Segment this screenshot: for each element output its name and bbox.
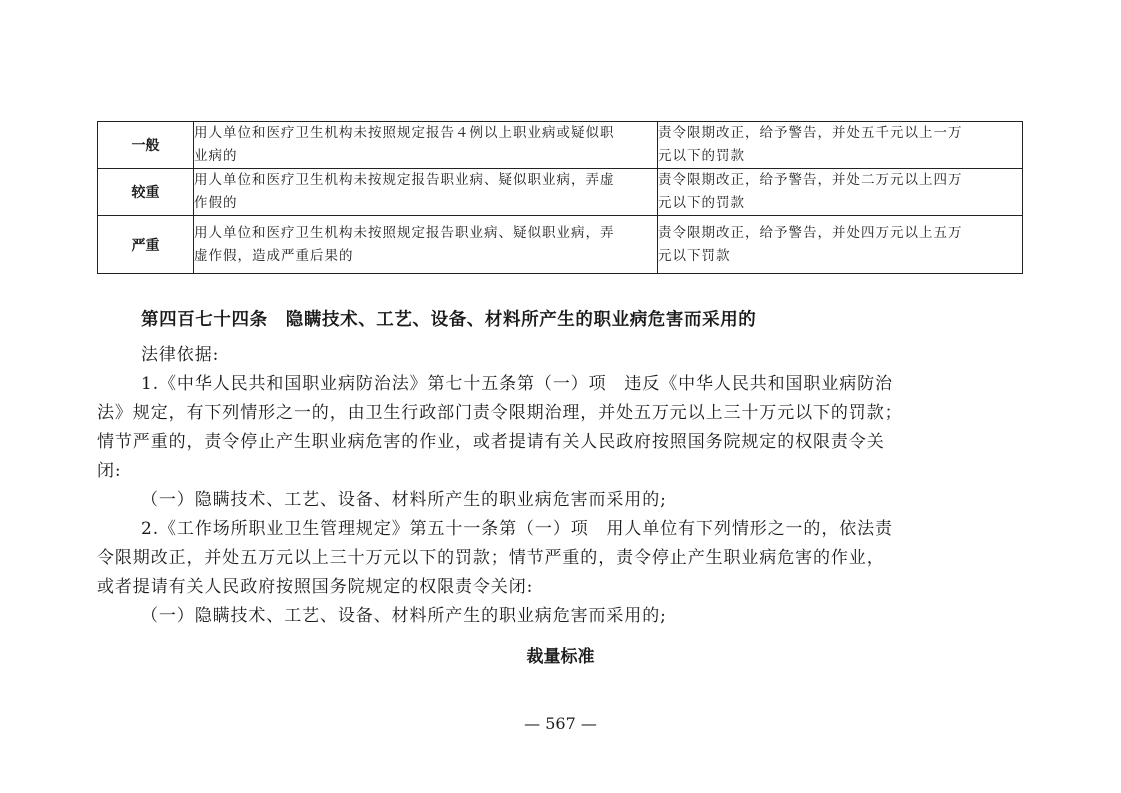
violation-condition [194,169,658,216]
penalty-line: 元以下罚款 [658,247,731,264]
penalty-standard [658,216,1023,274]
table-row [98,169,1023,216]
basis-paragraph-line: 1.《中华人民共和国职业病防治法》第七十五条第（一）项 违反《中华人民共和国职业病防治 [141,374,893,394]
condition-line: 用人单位和医疗卫生机构未按照规定报告职业病、疑似职业病，弄 [194,224,615,241]
standard-heading: 裁量标准 [526,647,595,667]
penalty-line: 元以下的罚款 [658,195,745,211]
basis-paragraph-line: 令限期改正，并处五万元以上三十万元以下的罚款；情节严重的，责令停止产生职业病危害的作业， [97,548,885,568]
basis-paragraph-line: 情节严重的，责令停止产生职业病危害的作业，或者提请有关人民政府按照国务院规定的权限责令关 [97,432,885,452]
condition-line: 用人单位和医疗卫生机构未按规定报告职业病、疑似职业病，弄虚 [194,172,615,188]
condition-line: 虚作假，造成严重后果的 [194,247,354,264]
condition-line: 用人单位和医疗卫生机构未按照规定报告４例以上职业病或疑似职 [194,125,615,141]
page-number: — 567 — [524,714,597,733]
penalty-table [97,121,1023,274]
table-row [98,122,1023,169]
penalty-standard [658,169,1023,216]
severity-level: 严重 [98,216,194,274]
table-row [98,216,1023,274]
article-title: 第四百七十四条 隐瞒技术、工艺、设备、材料所产生的职业病危害而采用的 [141,310,757,330]
severity-level: 一般 [98,122,194,169]
penalty-line: 责令限期改正，给予警告，并处五千元以上一万 [658,125,963,141]
penalty-line: 责令限期改正，给予警告，并处四万元以上五万 [658,224,963,241]
condition-line: 业病的 [194,148,238,164]
violation-condition [194,216,658,274]
penalty-line: 元以下的罚款 [658,148,745,164]
violation-condition [194,122,658,169]
basis-paragraph-line: 闭: [97,461,122,481]
basis-item: （一）隐瞒技术、工艺、设备、材料所产生的职业病危害而采用的; [141,606,667,626]
legal-basis-label: 法律依据: [141,345,220,365]
basis-paragraph-line: 或者提请有关人民政府按照国务院规定的权限责令关闭: [97,577,534,597]
penalty-standard [658,122,1023,169]
severity-level: 较重 [98,169,194,216]
basis-item: （一）隐瞒技术、工艺、设备、材料所产生的职业病危害而采用的; [141,490,667,510]
basis-paragraph-line: 法》规定，有下列情形之一的，由卫生行政部门责令限期治理，并处五万元以上三十万元以下的罚款； [97,403,903,423]
basis-paragraph-line: 2.《工作场所职业卫生管理规定》第五十一条第（一）项 用人单位有下列情形之一的，依法责 [141,519,893,539]
condition-line: 作假的 [194,195,238,211]
penalty-line: 责令限期改正，给予警告，并处二万元以上四万 [658,172,963,188]
